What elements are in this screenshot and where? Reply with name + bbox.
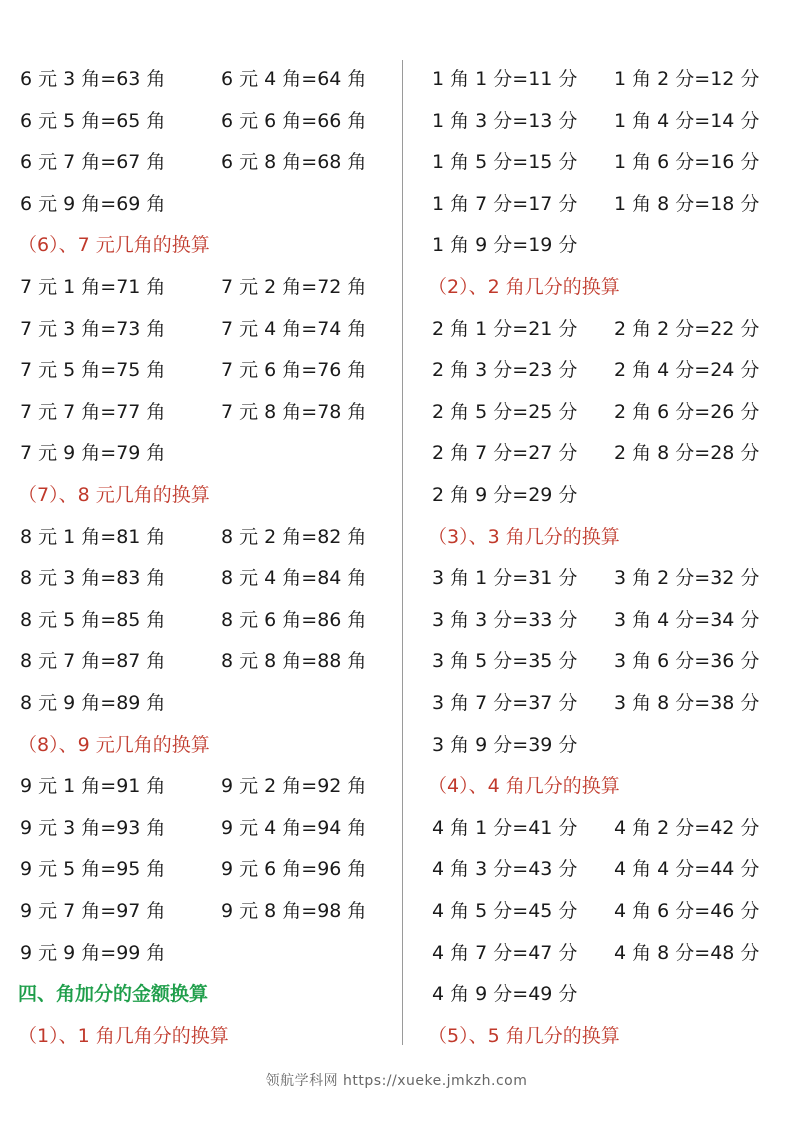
- conversion-item: 2 角 2 分=22 分: [614, 317, 760, 340]
- conversion-item: 3 角 5 分=35 分: [432, 650, 578, 673]
- conversion-item: 7 元 6 角=76 角: [221, 359, 367, 382]
- conversion-row: [0, 646, 400, 676]
- conversion-row: [406, 438, 793, 468]
- conversion-item: 8 元 2 角=82 角: [221, 525, 367, 548]
- conversion-row: [0, 147, 400, 177]
- conversion-item: 2 角 5 分=25 分: [432, 400, 578, 423]
- conversion-row: [0, 314, 400, 344]
- conversion-item: 8 元 5 角=85 角: [20, 608, 166, 631]
- subsection-heading-text: （1）、1 角几角分的换算: [18, 1024, 229, 1047]
- conversion-row: [0, 272, 400, 302]
- subsection-heading-text: （7）、8 元几角的换算: [18, 484, 210, 506]
- conversion-item: 7 元 1 角=71 角: [20, 276, 166, 298]
- conversion-item: 3 角 7 分=37 分: [432, 692, 578, 714]
- conversion-item: 7 元 3 角=73 角: [20, 317, 166, 340]
- conversion-row: [406, 688, 793, 718]
- conversion-item: 2 角 9 分=29 分: [432, 484, 578, 506]
- conversion-row: [406, 147, 793, 177]
- conversion-item: 9 元 5 角=95 角: [20, 858, 166, 881]
- subsection-heading: [406, 272, 793, 302]
- conversion-row: [0, 813, 400, 843]
- conversion-item: 4 角 9 分=49 分: [432, 983, 578, 1006]
- conversion-row: [406, 730, 793, 760]
- conversion-item: 2 角 6 分=26 分: [614, 400, 760, 423]
- conversion-row: [0, 938, 400, 968]
- conversion-item: 9 元 4 角=94 角: [221, 816, 367, 839]
- subsection-heading: [406, 522, 793, 552]
- subsection-heading-text: （4）、4 角几分的换算: [428, 775, 620, 798]
- subsection-heading-text: （6）、7 元几角的换算: [18, 234, 210, 257]
- conversion-item: 1 角 4 分=14 分: [614, 109, 760, 132]
- subsection-heading: [0, 1021, 400, 1051]
- conversion-item: 7 元 2 角=72 角: [221, 276, 367, 298]
- conversion-row: [0, 397, 400, 427]
- conversion-item: 6 元 3 角=63 角: [20, 68, 166, 90]
- conversion-item: 4 角 2 分=42 分: [614, 816, 760, 839]
- conversion-row: [406, 605, 793, 635]
- section-heading: [0, 979, 400, 1009]
- section-heading-text: 四、角加分的金额换算: [18, 983, 209, 1006]
- conversion-item: 8 元 6 角=86 角: [221, 608, 367, 631]
- conversion-item: 3 角 6 分=36 分: [614, 650, 760, 673]
- conversion-row: [406, 646, 793, 676]
- conversion-item: 1 角 6 分=16 分: [614, 151, 760, 174]
- conversion-item: 7 元 8 角=78 角: [221, 400, 367, 423]
- conversion-item: 4 角 8 分=48 分: [614, 941, 760, 964]
- conversion-item: 6 元 6 角=66 角: [221, 109, 367, 132]
- subsection-heading: [0, 230, 400, 260]
- conversion-item: 9 元 1 角=91 角: [20, 775, 166, 798]
- conversion-item: 3 角 9 分=39 分: [432, 733, 578, 756]
- conversion-row: [406, 896, 793, 926]
- conversion-item: 9 元 9 角=99 角: [20, 941, 166, 964]
- conversion-item: 9 元 3 角=93 角: [20, 816, 166, 839]
- conversion-item: 1 角 3 分=13 分: [432, 109, 578, 132]
- conversion-item: 9 元 8 角=98 角: [221, 900, 367, 922]
- conversion-row: [406, 397, 793, 427]
- subsection-heading: [0, 480, 400, 510]
- conversion-item: 9 元 7 角=97 角: [20, 900, 166, 922]
- conversion-item: 7 元 5 角=75 角: [20, 359, 166, 382]
- conversion-item: 6 元 7 角=67 角: [20, 151, 166, 174]
- conversion-item: 2 角 3 分=23 分: [432, 359, 578, 382]
- conversion-row: [0, 106, 400, 136]
- conversion-item: 8 元 9 角=89 角: [20, 692, 166, 714]
- conversion-row: [406, 813, 793, 843]
- conversion-row: [0, 355, 400, 385]
- conversion-row: [0, 771, 400, 801]
- conversion-row: [406, 854, 793, 884]
- conversion-item: 6 元 9 角=69 角: [20, 192, 166, 215]
- conversion-item: 3 角 4 分=34 分: [614, 608, 760, 631]
- conversion-item: 1 角 5 分=15 分: [432, 151, 578, 174]
- subsection-heading-text: （2）、2 角几分的换算: [428, 276, 620, 298]
- conversion-row: [0, 522, 400, 552]
- conversion-item: 2 角 4 分=24 分: [614, 359, 760, 382]
- conversion-row: [0, 438, 400, 468]
- conversion-item: 3 角 1 分=31 分: [432, 567, 578, 590]
- conversion-item: 1 角 2 分=12 分: [614, 68, 760, 90]
- conversion-item: 4 角 1 分=41 分: [432, 816, 578, 839]
- conversion-item: 8 元 1 角=81 角: [20, 525, 166, 548]
- conversion-row: [406, 230, 793, 260]
- conversion-item: 8 元 4 角=84 角: [221, 567, 367, 590]
- conversion-row: [0, 854, 400, 884]
- conversion-row: [0, 688, 400, 718]
- conversion-item: 4 角 4 分=44 分: [614, 858, 760, 881]
- conversion-row: [0, 563, 400, 593]
- conversion-item: 9 元 6 角=96 角: [221, 858, 367, 881]
- subsection-heading: [406, 1021, 793, 1051]
- conversion-item: 3 角 8 分=38 分: [614, 692, 760, 714]
- conversion-row: [0, 896, 400, 926]
- conversion-item: 3 角 3 分=33 分: [432, 608, 578, 631]
- subsection-heading-text: （8）、9 元几角的换算: [18, 733, 210, 756]
- conversion-item: 7 元 4 角=74 角: [221, 317, 367, 340]
- conversion-item: 8 元 3 角=83 角: [20, 567, 166, 590]
- conversion-item: 7 元 7 角=77 角: [20, 400, 166, 423]
- conversion-item: 4 角 6 分=46 分: [614, 900, 760, 922]
- conversion-row: [0, 605, 400, 635]
- conversion-item: 1 角 8 分=18 分: [614, 192, 760, 215]
- conversion-row: [406, 64, 793, 94]
- conversion-item: 8 元 8 角=88 角: [221, 650, 367, 673]
- conversion-row: [0, 64, 400, 94]
- conversion-item: 3 角 2 分=32 分: [614, 567, 760, 590]
- column-divider: [402, 60, 403, 1045]
- footer-watermark: 领航学科网 https://xueke.jmkzh.com: [265, 1073, 528, 1089]
- conversion-item: 6 元 8 角=68 角: [221, 151, 367, 174]
- conversion-item: 1 角 1 分=11 分: [432, 68, 578, 90]
- conversion-item: 4 角 3 分=43 分: [432, 858, 578, 881]
- conversion-item: 9 元 2 角=92 角: [221, 775, 367, 798]
- conversion-row: [406, 563, 793, 593]
- conversion-item: 6 元 4 角=64 角: [221, 68, 367, 90]
- conversion-item: 6 元 5 角=65 角: [20, 109, 166, 132]
- conversion-row: [406, 480, 793, 510]
- subsection-heading: [406, 771, 793, 801]
- conversion-row: [406, 189, 793, 219]
- conversion-row: [406, 314, 793, 344]
- subsection-heading: [0, 730, 400, 760]
- conversion-item: 1 角 7 分=17 分: [432, 192, 578, 215]
- conversion-row: [0, 189, 400, 219]
- conversion-item: 2 角 1 分=21 分: [432, 317, 578, 340]
- conversion-item: 4 角 7 分=47 分: [432, 941, 578, 964]
- conversion-item: 2 角 7 分=27 分: [432, 442, 578, 465]
- subsection-heading-text: （5）、5 角几分的换算: [428, 1024, 620, 1047]
- conversion-item: 7 元 9 角=79 角: [20, 442, 166, 465]
- conversion-item: 2 角 8 分=28 分: [614, 442, 760, 465]
- conversion-row: [406, 979, 793, 1009]
- conversion-row: [406, 938, 793, 968]
- conversion-item: 8 元 7 角=87 角: [20, 650, 166, 673]
- conversion-row: [406, 106, 793, 136]
- subsection-heading-text: （3）、3 角几分的换算: [428, 525, 620, 548]
- conversion-item: 4 角 5 分=45 分: [432, 900, 578, 922]
- conversion-row: [406, 355, 793, 385]
- conversion-item: 1 角 9 分=19 分: [432, 234, 578, 257]
